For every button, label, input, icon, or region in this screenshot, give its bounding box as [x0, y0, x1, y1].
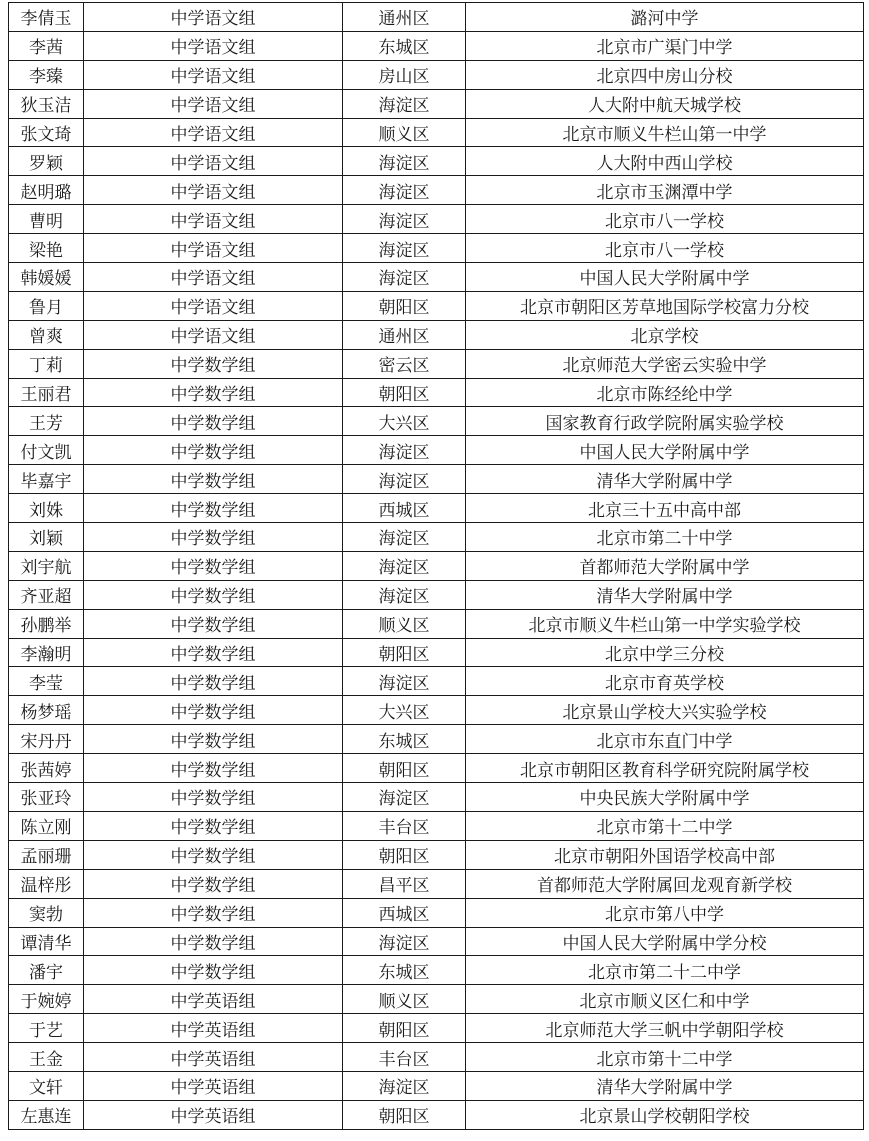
table-row	[9, 31, 864, 60]
school-cell: 北京市东直门中学	[466, 725, 864, 754]
teacher-name-cell: 李倩玉	[9, 3, 84, 32]
district-cell: 海淀区	[343, 147, 466, 176]
subject-group-cell: 中学数学组	[84, 436, 343, 465]
district-cell: 昌平区	[343, 869, 466, 898]
subject-group-cell: 中学数学组	[84, 465, 343, 494]
school-cell: 国家教育行政学院附属实验学校	[466, 407, 864, 436]
table-row	[9, 378, 864, 407]
school-cell: 北京师范大学密云实验中学	[466, 349, 864, 378]
teacher-name-cell: 曹明	[9, 205, 84, 234]
teacher-name-cell: 王芳	[9, 407, 84, 436]
district-cell: 朝阳区	[343, 378, 466, 407]
subject-group-cell: 中学数学组	[84, 349, 343, 378]
teacher-name-cell: 刘颖	[9, 523, 84, 552]
subject-group-cell: 中学数学组	[84, 580, 343, 609]
teacher-list-sheet	[8, 2, 863, 1130]
teacher-name-cell: 窦勃	[9, 898, 84, 927]
district-cell: 顺义区	[343, 985, 466, 1014]
district-cell: 东城区	[343, 725, 466, 754]
table-row	[9, 725, 864, 754]
teacher-name-cell: 孙鹏举	[9, 609, 84, 638]
teacher-name-cell: 罗颖	[9, 147, 84, 176]
subject-group-cell: 中学英语组	[84, 985, 343, 1014]
district-cell: 海淀区	[343, 205, 466, 234]
teacher-name-cell: 于婉婷	[9, 985, 84, 1014]
district-cell: 海淀区	[343, 783, 466, 812]
table-row	[9, 60, 864, 89]
table-row	[9, 263, 864, 292]
teacher-name-cell: 杨梦瑶	[9, 696, 84, 725]
district-cell: 海淀区	[343, 523, 466, 552]
teacher-name-cell: 李瀚明	[9, 638, 84, 667]
school-cell: 北京市第十二中学	[466, 1043, 864, 1072]
district-cell: 通州区	[343, 320, 466, 349]
table-row	[9, 667, 864, 696]
school-cell: 中央民族大学附属中学	[466, 783, 864, 812]
teacher-table	[8, 2, 864, 1130]
school-cell: 北京市八一学校	[466, 234, 864, 263]
subject-group-cell: 中学数学组	[84, 898, 343, 927]
school-cell: 北京市广渠门中学	[466, 31, 864, 60]
subject-group-cell: 中学数学组	[84, 811, 343, 840]
district-cell: 丰台区	[343, 1043, 466, 1072]
school-cell: 清华大学附属中学	[466, 1071, 864, 1100]
district-cell: 西城区	[343, 898, 466, 927]
district-cell: 东城区	[343, 31, 466, 60]
district-cell: 海淀区	[343, 1071, 466, 1100]
district-cell: 海淀区	[343, 580, 466, 609]
subject-group-cell: 中学数学组	[84, 869, 343, 898]
subject-group-cell: 中学数学组	[84, 523, 343, 552]
teacher-name-cell: 刘宇航	[9, 551, 84, 580]
subject-group-cell: 中学数学组	[84, 667, 343, 696]
school-cell: 北京市朝阳外国语学校高中部	[466, 840, 864, 869]
school-cell: 北京市育英学校	[466, 667, 864, 696]
district-cell: 海淀区	[343, 927, 466, 956]
teacher-name-cell: 李臻	[9, 60, 84, 89]
teacher-name-cell: 潘宇	[9, 956, 84, 985]
subject-group-cell: 中学语文组	[84, 234, 343, 263]
teacher-name-cell: 张文琦	[9, 118, 84, 147]
district-cell: 大兴区	[343, 696, 466, 725]
district-cell: 东城区	[343, 956, 466, 985]
teacher-name-cell: 左惠连	[9, 1100, 84, 1129]
subject-group-cell: 中学英语组	[84, 1071, 343, 1100]
table-row	[9, 754, 864, 783]
teacher-name-cell: 陈立刚	[9, 811, 84, 840]
school-cell: 首都师范大学附属中学	[466, 551, 864, 580]
table-row	[9, 551, 864, 580]
teacher-name-cell: 付文凯	[9, 436, 84, 465]
teacher-name-cell: 赵明璐	[9, 176, 84, 205]
table-row	[9, 783, 864, 812]
subject-group-cell: 中学语文组	[84, 176, 343, 205]
teacher-name-cell: 毕嘉宇	[9, 465, 84, 494]
subject-group-cell: 中学数学组	[84, 754, 343, 783]
teacher-name-cell: 丁莉	[9, 349, 84, 378]
district-cell: 通州区	[343, 3, 466, 32]
school-cell: 中国人民大学附属中学	[466, 436, 864, 465]
table-row	[9, 89, 864, 118]
district-cell: 朝阳区	[343, 1100, 466, 1129]
teacher-name-cell: 李莹	[9, 667, 84, 696]
school-cell: 人大附中航天城学校	[466, 89, 864, 118]
table-row	[9, 956, 864, 985]
subject-group-cell: 中学语文组	[84, 320, 343, 349]
subject-group-cell: 中学语文组	[84, 263, 343, 292]
subject-group-cell: 中学数学组	[84, 407, 343, 436]
school-cell: 潞河中学	[466, 3, 864, 32]
school-cell: 北京市朝阳区芳草地国际学校富力分校	[466, 291, 864, 320]
table-row	[9, 1014, 864, 1043]
district-cell: 朝阳区	[343, 840, 466, 869]
school-cell: 北京市陈经纶中学	[466, 378, 864, 407]
teacher-name-cell: 张亚玲	[9, 783, 84, 812]
subject-group-cell: 中学语文组	[84, 291, 343, 320]
subject-group-cell: 中学数学组	[84, 638, 343, 667]
district-cell: 朝阳区	[343, 291, 466, 320]
district-cell: 海淀区	[343, 667, 466, 696]
table-row	[9, 580, 864, 609]
school-cell: 北京四中房山分校	[466, 60, 864, 89]
table-row	[9, 494, 864, 523]
district-cell: 海淀区	[343, 551, 466, 580]
district-cell: 房山区	[343, 60, 466, 89]
subject-group-cell: 中学语文组	[84, 3, 343, 32]
teacher-name-cell: 张茜婷	[9, 754, 84, 783]
teacher-name-cell: 王丽君	[9, 378, 84, 407]
teacher-table-body	[9, 3, 864, 1130]
school-cell: 北京市第八中学	[466, 898, 864, 927]
subject-group-cell: 中学语文组	[84, 89, 343, 118]
table-row	[9, 696, 864, 725]
teacher-name-cell: 谭清华	[9, 927, 84, 956]
subject-group-cell: 中学数学组	[84, 378, 343, 407]
school-cell: 清华大学附属中学	[466, 465, 864, 494]
district-cell: 密云区	[343, 349, 466, 378]
table-row	[9, 436, 864, 465]
table-row	[9, 898, 864, 927]
teacher-name-cell: 温梓彤	[9, 869, 84, 898]
district-cell: 海淀区	[343, 89, 466, 118]
table-row	[9, 985, 864, 1014]
teacher-name-cell: 于艺	[9, 1014, 84, 1043]
table-row	[9, 205, 864, 234]
school-cell: 北京市顺义牛栏山第一中学实验学校	[466, 609, 864, 638]
district-cell: 朝阳区	[343, 754, 466, 783]
table-row	[9, 1043, 864, 1072]
subject-group-cell: 中学英语组	[84, 1014, 343, 1043]
school-cell: 首都师范大学附属回龙观育新学校	[466, 869, 864, 898]
district-cell: 海淀区	[343, 263, 466, 292]
school-cell: 北京学校	[466, 320, 864, 349]
teacher-name-cell: 曾爽	[9, 320, 84, 349]
school-cell: 人大附中西山学校	[466, 147, 864, 176]
teacher-name-cell: 刘姝	[9, 494, 84, 523]
table-row	[9, 320, 864, 349]
teacher-name-cell: 鲁月	[9, 291, 84, 320]
table-row	[9, 1071, 864, 1100]
subject-group-cell: 中学语文组	[84, 205, 343, 234]
school-cell: 中国人民大学附属中学	[466, 263, 864, 292]
subject-group-cell: 中学英语组	[84, 1100, 343, 1129]
subject-group-cell: 中学数学组	[84, 609, 343, 638]
subject-group-cell: 中学数学组	[84, 725, 343, 754]
subject-group-cell: 中学语文组	[84, 60, 343, 89]
table-row	[9, 869, 864, 898]
table-row	[9, 349, 864, 378]
district-cell: 朝阳区	[343, 1014, 466, 1043]
district-cell: 海淀区	[343, 176, 466, 205]
table-row	[9, 407, 864, 436]
district-cell: 西城区	[343, 494, 466, 523]
district-cell: 大兴区	[343, 407, 466, 436]
district-cell: 丰台区	[343, 811, 466, 840]
table-row	[9, 840, 864, 869]
subject-group-cell: 中学数学组	[84, 494, 343, 523]
table-row	[9, 927, 864, 956]
school-cell: 北京师范大学三帆中学朝阳学校	[466, 1014, 864, 1043]
subject-group-cell: 中学英语组	[84, 1043, 343, 1072]
teacher-name-cell: 文轩	[9, 1071, 84, 1100]
school-cell: 北京市第二十中学	[466, 523, 864, 552]
district-cell: 海淀区	[343, 234, 466, 263]
school-cell: 北京市玉渊潭中学	[466, 176, 864, 205]
subject-group-cell: 中学语文组	[84, 118, 343, 147]
subject-group-cell: 中学数学组	[84, 840, 343, 869]
school-cell: 北京市朝阳区教育科学研究院附属学校	[466, 754, 864, 783]
table-row	[9, 609, 864, 638]
teacher-name-cell: 狄玉洁	[9, 89, 84, 118]
subject-group-cell: 中学数学组	[84, 783, 343, 812]
subject-group-cell: 中学语文组	[84, 31, 343, 60]
table-row	[9, 118, 864, 147]
school-cell: 清华大学附属中学	[466, 580, 864, 609]
teacher-name-cell: 宋丹丹	[9, 725, 84, 754]
table-row	[9, 638, 864, 667]
table-row	[9, 3, 864, 32]
district-cell: 朝阳区	[343, 638, 466, 667]
teacher-name-cell: 李茜	[9, 31, 84, 60]
subject-group-cell: 中学语文组	[84, 147, 343, 176]
school-cell: 北京市第二十二中学	[466, 956, 864, 985]
table-row	[9, 291, 864, 320]
teacher-name-cell: 齐亚超	[9, 580, 84, 609]
table-row	[9, 465, 864, 494]
school-cell: 北京市第十二中学	[466, 811, 864, 840]
teacher-name-cell: 孟丽珊	[9, 840, 84, 869]
subject-group-cell: 中学数学组	[84, 956, 343, 985]
school-cell: 北京市顺义区仁和中学	[466, 985, 864, 1014]
district-cell: 海淀区	[343, 436, 466, 465]
teacher-name-cell: 梁艳	[9, 234, 84, 263]
subject-group-cell: 中学数学组	[84, 696, 343, 725]
district-cell: 顺义区	[343, 118, 466, 147]
table-row	[9, 176, 864, 205]
school-cell: 北京三十五中高中部	[466, 494, 864, 523]
school-cell: 中国人民大学附属中学分校	[466, 927, 864, 956]
table-row	[9, 811, 864, 840]
table-row	[9, 523, 864, 552]
subject-group-cell: 中学数学组	[84, 927, 343, 956]
table-row	[9, 234, 864, 263]
school-cell: 北京景山学校朝阳学校	[466, 1100, 864, 1129]
teacher-name-cell: 韩媛媛	[9, 263, 84, 292]
subject-group-cell: 中学数学组	[84, 551, 343, 580]
district-cell: 顺义区	[343, 609, 466, 638]
school-cell: 北京市八一学校	[466, 205, 864, 234]
district-cell: 海淀区	[343, 465, 466, 494]
school-cell: 北京景山学校大兴实验学校	[466, 696, 864, 725]
table-row	[9, 147, 864, 176]
teacher-name-cell: 王金	[9, 1043, 84, 1072]
school-cell: 北京中学三分校	[466, 638, 864, 667]
school-cell: 北京市顺义牛栏山第一中学	[466, 118, 864, 147]
table-row	[9, 1100, 864, 1129]
